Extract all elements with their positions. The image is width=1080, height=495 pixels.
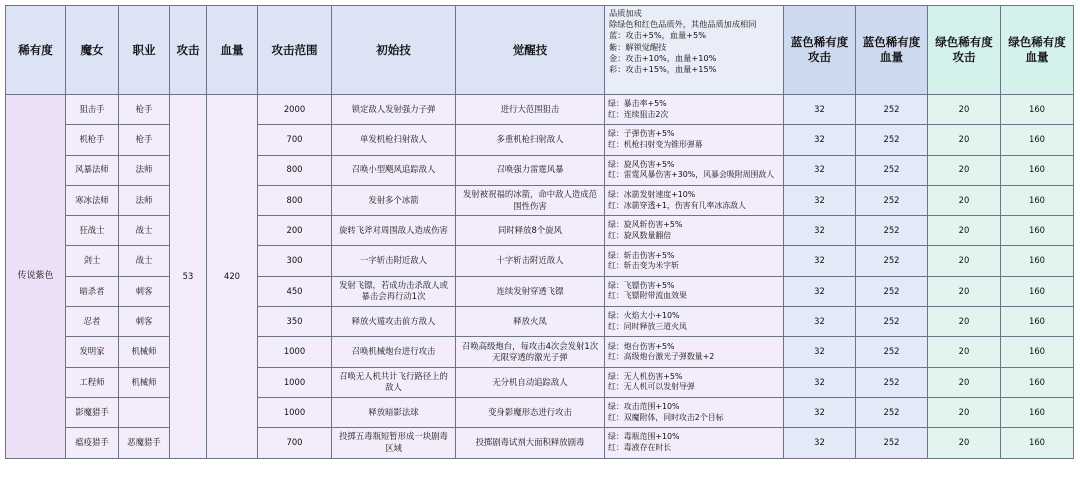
header-green-hp: 绿色稀有度血量: [1001, 6, 1074, 95]
range-cell: 1000: [258, 367, 332, 397]
bonus-line: 绿：毒瓶范围+10%: [608, 432, 680, 442]
initial-skill-cell: 锁定敌人发射强力子弹: [332, 95, 456, 125]
bonus-line: 红：高级炮台激光子弹数量+2: [608, 352, 715, 362]
green-hp-cell: 160: [1001, 276, 1074, 306]
header-hp: 血量: [207, 6, 258, 95]
bonus-cell: [605, 216, 784, 246]
blue-hp-cell: 252: [856, 276, 928, 306]
green-hp-cell: 160: [1001, 307, 1074, 337]
initial-skill-cell: 召唤机械炮台进行攻击: [332, 337, 456, 367]
awaken-skill-cell: 连续发射穿透飞镖: [456, 276, 605, 306]
bonus-cell: [605, 337, 784, 367]
initial-skill-cell: 旋转飞斧对周围敌人造成伤害: [332, 216, 456, 246]
bonus-line: 红：同时释放三道火凤: [608, 321, 687, 331]
header-blue-hp: 蓝色稀有度血量: [856, 6, 928, 95]
job-cell: [119, 397, 170, 427]
green-attack-cell: 20: [928, 216, 1001, 246]
blue-hp-cell: 252: [856, 216, 928, 246]
bonus-cell: [605, 367, 784, 397]
initial-skill-cell: 召唤无人机共计飞行路径上的敌人: [332, 367, 456, 397]
header-initial-skill: 初始技: [332, 6, 456, 95]
header-attack: 攻击: [170, 6, 207, 95]
initial-skill-cell: 释放火遁攻击前方敌人: [332, 307, 456, 337]
witch-cell: 狂战士: [66, 216, 119, 246]
table-body: [6, 95, 1074, 459]
header-witch: 魔女: [66, 6, 119, 95]
blue-attack-cell: 32: [784, 397, 856, 427]
witch-cell: 瘟疫猎手: [66, 428, 119, 458]
bonus-cell: [605, 276, 784, 306]
table-row: [6, 216, 1074, 246]
bonus-cell: [605, 95, 784, 125]
awaken-skill-cell: 进行大范围狙击: [456, 95, 605, 125]
job-cell: 战士: [119, 246, 170, 276]
initial-skill-cell: 单发机枪扫射敌人: [332, 125, 456, 155]
blue-attack-cell: 32: [784, 246, 856, 276]
green-attack-cell: 20: [928, 95, 1001, 125]
witch-cell: 发明家: [66, 337, 119, 367]
bonus-line: 红：斩击变为米字斩: [608, 261, 680, 271]
witch-cell: 剑士: [66, 246, 119, 276]
initial-skill-cell: 召唤小型飓风追踪敌人: [332, 155, 456, 185]
green-hp-cell: 160: [1001, 397, 1074, 427]
green-attack-cell: 20: [928, 307, 1001, 337]
bonus-line: 绿：旋风斩伤害+5%: [608, 220, 683, 230]
rarity-cell: 传说紫色: [6, 95, 66, 459]
green-attack-cell: 20: [928, 125, 1001, 155]
green-attack-cell: 20: [928, 246, 1001, 276]
awaken-skill-cell: 发射被祝福的冰箭，命中敌人造成范围性伤害: [456, 185, 605, 215]
initial-skill-cell: 发射飞镖，若成功击杀敌人或暴击会再行动1次: [332, 276, 456, 306]
job-cell: 法师: [119, 155, 170, 185]
awaken-skill-cell: 十字斩击附近敌人: [456, 246, 605, 276]
table-row: [6, 185, 1074, 215]
awaken-skill-cell: 同时释放8个旋风: [456, 216, 605, 246]
bonus-cell: [605, 155, 784, 185]
green-hp-cell: 160: [1001, 428, 1074, 458]
witch-cell: 工程师: [66, 367, 119, 397]
bonus-line: 红：双魔附体，同时攻击2个目标: [608, 412, 724, 422]
header-rarity: 稀有度: [6, 6, 66, 95]
quality-bonus-line: 金：攻击+10%，血量+10%: [609, 52, 717, 63]
blue-attack-cell: 32: [784, 155, 856, 185]
blue-hp-cell: 252: [856, 337, 928, 367]
bonus-line: 绿：斩击伤害+5%: [608, 250, 675, 260]
range-cell: 450: [258, 276, 332, 306]
witch-cell: 寒冰法师: [66, 185, 119, 215]
initial-skill-cell: 释放暗影法球: [332, 397, 456, 427]
witch-cell: 狙击手: [66, 95, 119, 125]
bonus-cell: [605, 246, 784, 276]
header-blue-attack: 蓝色稀有度攻击: [784, 6, 856, 95]
green-attack-cell: 20: [928, 428, 1001, 458]
green-hp-cell: 160: [1001, 185, 1074, 215]
header-range: 攻击范围: [258, 6, 332, 95]
range-cell: 1000: [258, 337, 332, 367]
blue-attack-cell: 32: [784, 307, 856, 337]
range-cell: 350: [258, 307, 332, 337]
initial-skill-cell: 投掷五毒瓶短暂形成一块剧毒区域: [332, 428, 456, 458]
bonus-line: 绿：冰箭发射速度+10%: [608, 190, 696, 200]
blue-attack-cell: 32: [784, 125, 856, 155]
witch-skill-table: [5, 5, 1074, 459]
job-cell: 枪手: [119, 125, 170, 155]
awaken-skill-cell: 变身影魔形态进行攻击: [456, 397, 605, 427]
green-attack-cell: 20: [928, 367, 1001, 397]
bonus-line: 红：无人机可以发射导弹: [608, 382, 695, 392]
bonus-line: 红：旋风数量翻倍: [608, 230, 672, 240]
blue-hp-cell: 252: [856, 246, 928, 276]
table-row: [6, 155, 1074, 185]
range-cell: 300: [258, 246, 332, 276]
job-cell: 法师: [119, 185, 170, 215]
table-row: [6, 337, 1074, 367]
header-awaken-skill: 觉醒技: [456, 6, 605, 95]
green-hp-cell: 160: [1001, 367, 1074, 397]
table-row: [6, 125, 1074, 155]
quality-bonus-line: 彩：攻击+15%，血量+15%: [609, 64, 717, 75]
green-hp-cell: 160: [1001, 216, 1074, 246]
table-row: [6, 246, 1074, 276]
bonus-cell: [605, 307, 784, 337]
job-cell: 战士: [119, 216, 170, 246]
bonus-line: 红：冰箭穿透+1，伤害有几率冰冻敌人: [608, 200, 746, 210]
job-cell: 刺客: [119, 307, 170, 337]
blue-attack-cell: 32: [784, 95, 856, 125]
bonus-cell: [605, 428, 784, 458]
header-job: 职业: [119, 6, 170, 95]
green-attack-cell: 20: [928, 185, 1001, 215]
table-row: [6, 276, 1074, 306]
table-row: [6, 95, 1074, 125]
blue-attack-cell: 32: [784, 276, 856, 306]
green-hp-cell: 160: [1001, 125, 1074, 155]
bonus-line: 绿：攻击范围+10%: [608, 402, 680, 412]
range-cell: 700: [258, 428, 332, 458]
job-cell: 刺客: [119, 276, 170, 306]
bonus-cell: [605, 125, 784, 155]
job-cell: 机械师: [119, 367, 170, 397]
bonus-line: 绿：旋风伤害+5%: [608, 159, 675, 169]
quality-bonus-line: 紫：解锁觉醒技: [609, 41, 667, 52]
range-cell: 1000: [258, 397, 332, 427]
job-cell: 恶魔猎手: [119, 428, 170, 458]
bonus-line: 绿：子弹伤害+5%: [608, 129, 675, 139]
witch-cell: 忍者: [66, 307, 119, 337]
blue-hp-cell: 252: [856, 185, 928, 215]
blue-hp-cell: 252: [856, 428, 928, 458]
green-hp-cell: 160: [1001, 337, 1074, 367]
quality-bonus-line: 除绿色和红色品质外，其他品质加成相同: [609, 19, 757, 30]
green-attack-cell: 20: [928, 337, 1001, 367]
witch-cell: 影魔猎手: [66, 397, 119, 427]
header-quality-bonus: [605, 6, 784, 95]
green-attack-cell: 20: [928, 276, 1001, 306]
bonus-line: 红：连续狙击2次: [608, 109, 669, 119]
range-cell: 800: [258, 155, 332, 185]
bonus-cell: [605, 397, 784, 427]
blue-hp-cell: 252: [856, 307, 928, 337]
bonus-cell: [605, 185, 784, 215]
blue-hp-cell: 252: [856, 367, 928, 397]
range-cell: 200: [258, 216, 332, 246]
green-hp-cell: 160: [1001, 95, 1074, 125]
green-hp-cell: 160: [1001, 246, 1074, 276]
blue-hp-cell: 252: [856, 397, 928, 427]
header-row: [6, 6, 1074, 95]
bonus-line: 红：机枪扫射变为锥形弹幕: [608, 139, 703, 149]
awaken-skill-cell: 召唤高级炮台，每攻击4次会发射1次无限穿透的激光子弹: [456, 337, 605, 367]
blue-hp-cell: 252: [856, 95, 928, 125]
awaken-skill-cell: 无分机自动追踪敌人: [456, 367, 605, 397]
quality-bonus-line: 品质加成: [609, 8, 642, 18]
job-cell: 机械师: [119, 337, 170, 367]
awaken-skill-cell: 多重机枪扫射敌人: [456, 125, 605, 155]
range-cell: 800: [258, 185, 332, 215]
blue-attack-cell: 32: [784, 185, 856, 215]
bonus-line: 绿：飞镖伤害+5%: [608, 280, 675, 290]
green-hp-cell: 160: [1001, 155, 1074, 185]
bonus-line: 绿：暴击率+5%: [608, 99, 667, 109]
attack-cell: 53: [170, 95, 207, 459]
table-row: [6, 428, 1074, 458]
skill-table-wrapper: [5, 5, 1074, 459]
bonus-line: 绿：火焰大小+10%: [608, 311, 680, 321]
bonus-line: 红：毒液存在时长: [608, 442, 672, 452]
green-attack-cell: 20: [928, 397, 1001, 427]
awaken-skill-cell: 投掷剧毒试剂大面积释放剧毒: [456, 428, 605, 458]
job-cell: 枪手: [119, 95, 170, 125]
quality-bonus-line: 蓝：攻击+5%，血量+5%: [609, 30, 707, 41]
blue-attack-cell: 32: [784, 428, 856, 458]
blue-hp-cell: 252: [856, 125, 928, 155]
green-attack-cell: 20: [928, 155, 1001, 185]
table-row: [6, 397, 1074, 427]
bonus-line: 绿：炮台伤害+5%: [608, 341, 675, 351]
initial-skill-cell: 发射多个冰箭: [332, 185, 456, 215]
witch-cell: 暗杀者: [66, 276, 119, 306]
bonus-line: 绿：无人机伤害+5%: [608, 371, 683, 381]
blue-attack-cell: 32: [784, 216, 856, 246]
table-row: [6, 307, 1074, 337]
awaken-skill-cell: 召唤强力雷霆风暴: [456, 155, 605, 185]
range-cell: 700: [258, 125, 332, 155]
blue-hp-cell: 252: [856, 155, 928, 185]
awaken-skill-cell: 释放火凤: [456, 307, 605, 337]
blue-attack-cell: 32: [784, 337, 856, 367]
blue-attack-cell: 32: [784, 367, 856, 397]
range-cell: 2000: [258, 95, 332, 125]
bonus-line: 红：雷霆风暴伤害+30%，风暴会吸附周围敌人: [608, 170, 775, 180]
initial-skill-cell: 一字斩击附近敌人: [332, 246, 456, 276]
header-green-attack: 绿色稀有度攻击: [928, 6, 1001, 95]
bonus-line: 红：飞镖附带流血效果: [608, 291, 687, 301]
hp-cell: 420: [207, 95, 258, 459]
witch-cell: 风暴法师: [66, 155, 119, 185]
witch-cell: 机枪手: [66, 125, 119, 155]
table-row: [6, 367, 1074, 397]
